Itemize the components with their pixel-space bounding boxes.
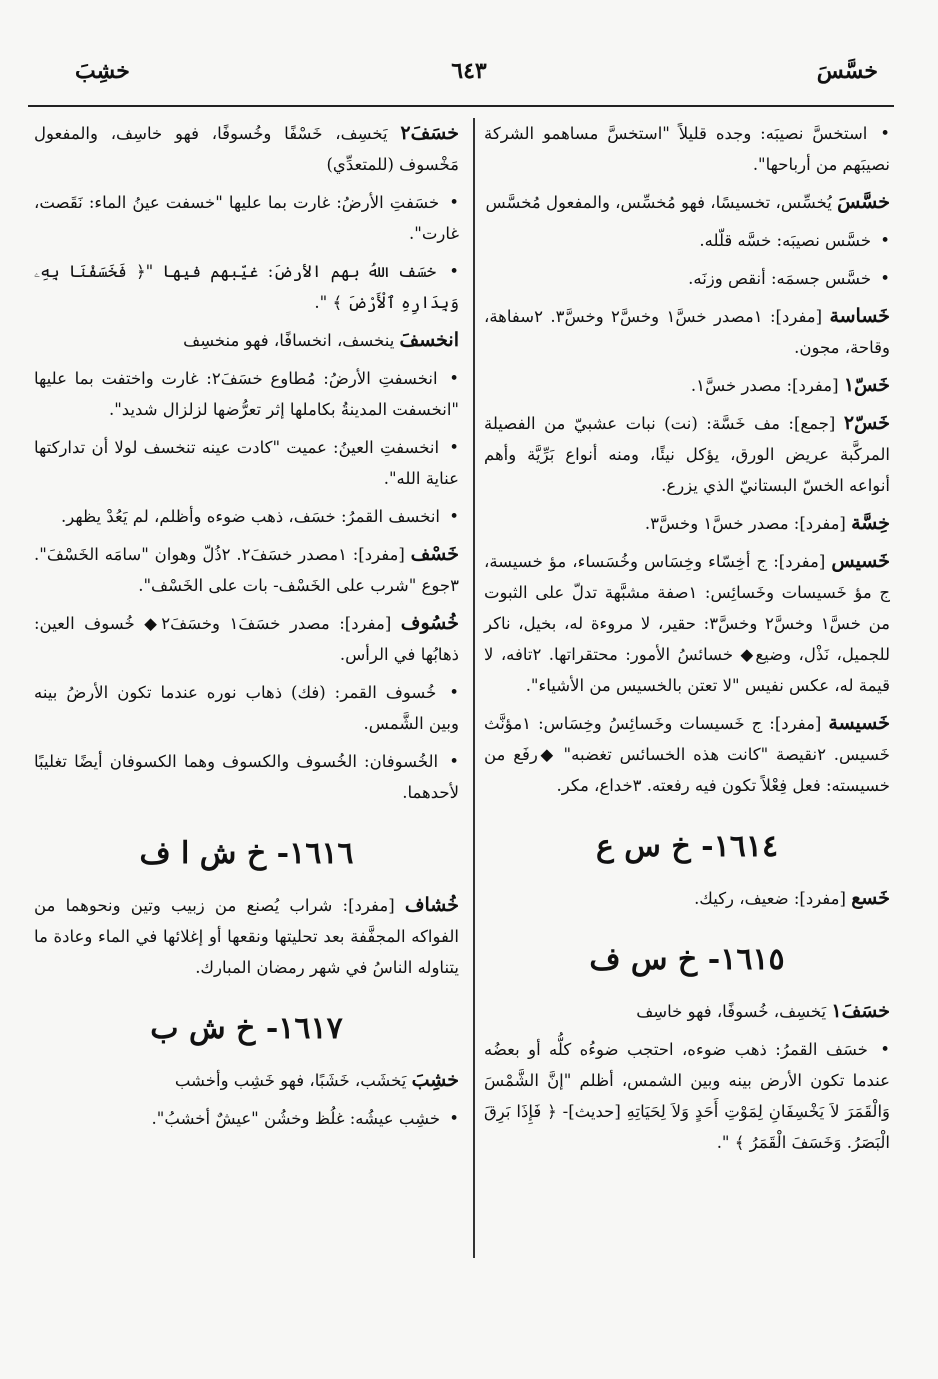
bullet-marker: • xyxy=(449,438,459,457)
entry-headword: خسَّسَ xyxy=(837,191,890,213)
dictionary-entry xyxy=(484,508,890,539)
entry-definition: [مفرد]: مصدر خسَّ١ وخسَّ٣. xyxy=(644,514,852,533)
root-heading: ١٦١٧- خ ش ب xyxy=(150,1011,343,1046)
bullet-marker: • xyxy=(449,369,459,388)
dictionary-entry xyxy=(484,408,890,501)
entry-definition: [مفرد]: ١مصدر خسَفَ٢. ٢ذُلّ وهوان "سامَه الخَسْفَ". ٣جوع "شرب على الخَسْف- بات على الخَسْف". xyxy=(34,545,459,595)
dictionary-entry xyxy=(484,263,890,294)
dictionary-entry xyxy=(34,890,459,983)
entry-definition: [مفرد]: ١مصدر خسَّ١ وخسَّ٢ وخسَّ٣. ٢سفاهة، وقاحة، مجون. xyxy=(484,307,890,357)
entry-definition: خشِب عيشُه: غلُظ وخشُن "عيشٌ أخشبُ". xyxy=(151,1109,446,1128)
dictionary-entry xyxy=(34,1065,459,1096)
entry-definition: خسَّس جسمَه: أنقص وزنَه. xyxy=(688,269,877,288)
entry-definition: الخُسوفان: الخُسوف والكسوف وهما الكسوفان أيضًا تغليبًا لأحدهما. xyxy=(34,752,459,802)
entry-headword: خسَفَ٢ xyxy=(400,122,459,144)
root-heading: ١٦١٤- خ س ع xyxy=(595,829,779,864)
entry-definition: خسَّس نصيبَه: خسَّه قلّله. xyxy=(699,231,877,250)
bullet-marker: • xyxy=(880,1040,890,1059)
dictionary-entry xyxy=(484,370,890,401)
dictionary-entry xyxy=(484,883,890,914)
bullet-marker: • xyxy=(880,124,890,143)
dictionary-entry xyxy=(34,746,459,808)
dictionary-entry xyxy=(34,608,459,670)
bullet-marker: • xyxy=(449,193,459,212)
dictionary-entry xyxy=(34,118,459,180)
entry-definition: خُسوف القمر: (فك) ذهاب نوره عندما تكون الأرضُ بينه وبين الشَّمس. xyxy=(34,683,459,733)
entry-headword: خَسع xyxy=(851,887,890,909)
entry-headword: انخسفَ xyxy=(399,329,459,351)
dictionary-entry xyxy=(34,432,459,494)
entry-definition: انخسف القمرُ: خسَف، ذهب ضوءه وأظلم، لم يَعُدْ يظهر. xyxy=(61,507,446,526)
running-head-left: خشِبَ xyxy=(75,58,130,84)
dictionary-entry xyxy=(34,187,459,249)
entry-definition: [مفرد]: ج أخِسّاء وخِسَاس وخُسَساء، مؤ خسيسة، ج مؤ خَسيسات وخَسائِس: ١صفة مشبَّهة تدلّ على الثبوت من خسَّ١ وخسَّ٢ وخسَّ٣: حقير، لا مروءة له، بخيل، ناكر للجميل، نَذْل، وضيع◆ خسائسُ الأمور: محتقراتها. ٢تافه، لا قيمة له، عكس نفيس "لا تعتن بالخسيس من الأشياء". xyxy=(484,552,891,695)
dictionary-entry xyxy=(484,225,890,256)
entry-definition: [مفرد]: شراب يُصنع من زبيب وتين ونحوهما من الفواكه المجفَّفة بعد تحليتها ونقعها أو إغلائها في الماء وعادة ما يتناوله الناسُ في شهر رمضان المبارك. xyxy=(34,896,459,977)
header-rule xyxy=(28,105,894,107)
dictionary-entry xyxy=(34,363,459,425)
dictionary-entry xyxy=(484,187,890,218)
bullet-marker: • xyxy=(880,269,890,288)
bullet-marker: • xyxy=(449,683,459,702)
entry-headword: خُشاف xyxy=(404,894,459,916)
right-column xyxy=(480,118,894,1165)
entry-definition: يَخشَب، خَشَبًا، فهو خَشِب وأخشب xyxy=(174,1071,412,1090)
root-heading: ١٦١٥- خ س ف xyxy=(589,942,785,977)
entry-headword: خُسُوف xyxy=(400,612,459,634)
entry-headword: خَسّ٢ xyxy=(843,412,890,434)
dictionary-entry xyxy=(484,708,890,801)
entry-definition: [مفرد]: ضعيف، ركيك. xyxy=(694,889,852,908)
entry-definition: انخسفتِ العينُ: عميت "كادت عينه تنخسف لولا أن تداركتها عناية الله". xyxy=(34,438,459,488)
dictionary-entry xyxy=(34,501,459,532)
page-number: ٦٤٣ xyxy=(451,58,487,84)
entry-definition: انخسفتِ الأرضُ: مُطاوع خسَفَ٢: غارت واختفت بما عليها "انخسفت المدينةُ بكاملها إثر تعرُّضها لزلزال شديد". xyxy=(34,369,459,419)
bullet-marker: • xyxy=(880,231,890,250)
entry-headword: خَسيسة xyxy=(828,712,890,734)
bullet-marker: • xyxy=(449,262,459,281)
entry-definition: [جمع]: مف خَسَّة: (نت) نبات عشبيّ من الفصيلة المركَّبة عريض الورق، يؤكل نيئًا، ومنه أنواع بَرِّيَّة وأهم أنواعه الخسّ البستانيّ الذي يزرع. xyxy=(484,414,890,495)
root-heading: ١٦١٦- خ ش ا ف xyxy=(139,836,354,871)
entry-headword: خِسَّة xyxy=(851,512,890,534)
dictionary-entry xyxy=(34,539,459,601)
dictionary-entry xyxy=(484,301,890,363)
column-divider xyxy=(473,118,475,1258)
running-head-right: خسَّسَ xyxy=(816,58,878,84)
dictionary-entry xyxy=(484,1034,890,1158)
bullet-marker: • xyxy=(449,1109,459,1128)
entry-headword: خشِبَ xyxy=(411,1069,459,1091)
entry-definition: يُخسِّس، تخسيسًا، فهو مُخسِّس، والمفعول مُخسَّس xyxy=(485,193,838,212)
dictionary-entry xyxy=(34,1103,459,1134)
entry-definition: [مفرد]: مصدر خسَّ١. xyxy=(690,376,844,395)
entry-headword: خَساسة xyxy=(829,305,891,327)
entry-headword: خَسيس xyxy=(831,550,890,572)
dictionary-entry xyxy=(484,118,890,180)
entry-definition: خسَف اللهُ بهم الأرضَ: غيّبهم فيها "﴿ فَخَسَفْنَا بِهِۦ وَبِدَارِهِ ٱلْأَرْضَ ﴾ ". xyxy=(34,262,459,312)
entry-headword: خَسّ١ xyxy=(843,374,890,396)
bullet-marker: • xyxy=(449,507,459,526)
entry-definition: ينخسف، انخسافًا، فهو منخسِف xyxy=(183,331,400,350)
entry-headword: خسَفَ١ xyxy=(831,1000,890,1022)
dictionary-entry xyxy=(484,546,890,701)
entry-definition: استخسَّ نصيبَه: وجده قليلاً "استخسَّ مساهمو الشركة نصيبَهم من أرباحها". xyxy=(484,124,890,174)
dictionary-entry xyxy=(484,996,890,1027)
entry-definition: يَخسِف، خُسوفًا، فهو خاسِف xyxy=(636,1002,832,1021)
entry-definition: [مفرد]: ج خَسيسات وخَسائِسُ وخِسَاس: ١مؤنَّث خَسيس. ٢نقيصة "كانت هذه الخسائس تغضبه" ◆رفَع من خسيسته: فعل فِعْلاً تكون فيه رفعته. ٣خداع، مكر. xyxy=(484,714,890,795)
entry-definition: خسَف القمرُ: ذهب ضوءه، احتجب ضوءُه كلُّه أو بعضُه عندما تكون الأرض بينه وبين الشمس، أظلم "إنَّ الشَّمْسَ وَالْقَمَرَ لاَ يَخْسِفَانِ لِمَوْتِ أَحَدٍ وَلاَ لِحَيَاتِهِ [حديث]- ﴿ فَإِذَا بَرِقَ الْبَصَرُ. وَخَسَفَ الْقَمَرُ ﴾ ". xyxy=(484,1040,890,1152)
dictionary-entry xyxy=(34,677,459,739)
dictionary-entry xyxy=(34,256,459,318)
entry-headword: خَسْف xyxy=(410,543,459,565)
left-column xyxy=(30,118,463,1141)
entry-definition: خسَفتِ الأرضُ: غارت بما عليها "خسفت عينُ الماء: نَقَصت، غارت". xyxy=(34,193,459,243)
entry-definition: يَخسِف، خَسْفًا وخُسوفًا، فهو خاسِف، والمفعول مَخْسوف (للمتعدِّي) xyxy=(34,124,459,174)
entry-definition: [مفرد]: مصدر خسَفَ١ وخسَفَ٢◆ خُسوف العين: ذهابُها في الرأس. xyxy=(34,614,459,664)
bullet-marker: • xyxy=(449,752,459,771)
dictionary-entry xyxy=(34,325,459,356)
